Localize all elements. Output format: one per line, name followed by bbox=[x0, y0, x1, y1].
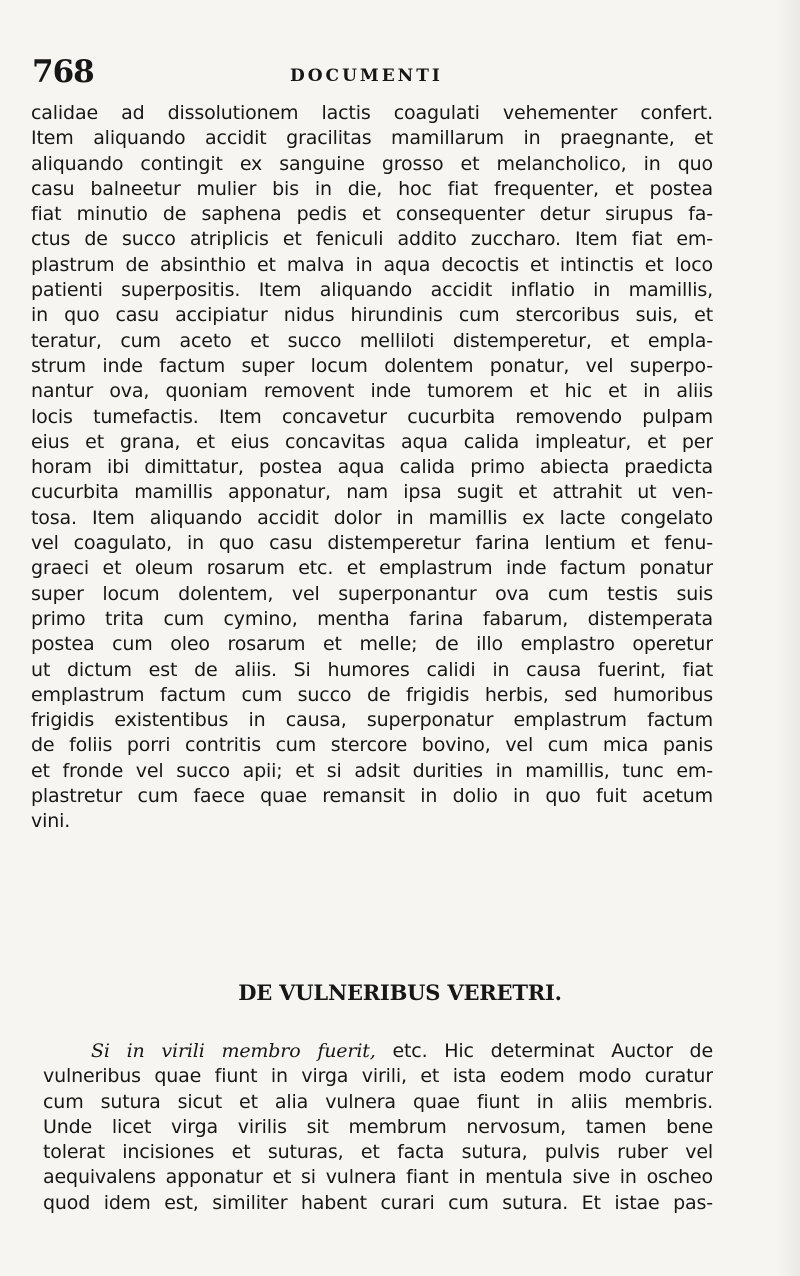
text-line: aequivalens apponatur et si vulnera fiant in mentula sive in oscheo bbox=[43, 1166, 713, 1189]
text-line: postea cum oleo rosarum et melle; de illo emplastro operetur bbox=[31, 633, 713, 656]
text-line: super locum dolentem, vel superponantur ova cum testis suis bbox=[31, 582, 713, 605]
text-line: calidae ad dissolutionem lactis coagulati vehementer confert. bbox=[31, 102, 713, 124]
text-line: cucurbita mamillis apponatur, nam ipsa sugit et attrahit ut ven- bbox=[31, 481, 713, 504]
second-paragraph bbox=[43, 1039, 713, 1216]
text-line: emplastrum factum cum succo de frigidis herbis, sed humoribus bbox=[31, 683, 713, 706]
text-line-rest: etc. Hic determinat Auctor de bbox=[375, 1040, 713, 1062]
text-line: graeci et oleum rosarum etc. et emplastrum inde factum ponatur bbox=[31, 557, 713, 580]
text-line: patienti superpositis. Item aliquando accidit inflatio in mamillis, bbox=[31, 279, 713, 302]
show-through-line bbox=[58, 1011, 748, 1033]
text-line: teratur, cum aceto et succo melliloti distemperetur, et empla- bbox=[31, 329, 713, 352]
text-line: Item aliquando accidit gracilitas mamillarum in praegnante, et bbox=[31, 127, 713, 150]
running-head bbox=[32, 52, 752, 92]
text-line: fiat minutio de saphena pedis et consequenter detur sirupus fa- bbox=[31, 203, 713, 226]
text-line: vel coagulato, in quo casu distemperetur farina lentium et fenu- bbox=[31, 532, 713, 555]
text-line: vulneribus quae fiunt in virga virili, et ista eodem modo curatur bbox=[43, 1065, 713, 1088]
text-line: Unde licet virga virilis sit membrum nervosum, tamen bene bbox=[43, 1115, 713, 1138]
text-line: vini. bbox=[31, 810, 71, 833]
text-line: ut dictum est de aliis. Si humores calidi in causa fuerint, fiat bbox=[31, 658, 713, 681]
text-line: primo trita cum cymino, mentha farina fabarum, distemperata bbox=[31, 607, 713, 630]
text-line: aliquando contingit ex sanguine grosso et melancholico, in quo bbox=[31, 152, 713, 175]
show-through-line bbox=[58, 930, 748, 952]
text-line: plastrum de absinthio et malva in aqua decoctis et intinctis et loco bbox=[31, 253, 713, 276]
text-line: tolerat incisiones et suturas, et facta sutura, pulvis ruber vel bbox=[43, 1141, 713, 1164]
page-number: 768 bbox=[32, 54, 94, 90]
text-line: et fronde vel succo apii; et si adsit durities in mamillis, tunc em- bbox=[31, 759, 713, 782]
text-line: ctus de succo atriplicis et feniculi addito zuccharo. Item fiat em- bbox=[31, 228, 713, 251]
running-title: DOCUMENTI bbox=[290, 66, 443, 86]
binding-shadow bbox=[776, 0, 800, 1276]
text-line: casu balneetur mulier bis in die, hoc fiat frequenter, et postea bbox=[31, 177, 713, 200]
lemma-italic: Si in virili membro fuerit, bbox=[91, 1040, 376, 1062]
text-line: quod idem est, similiter habent curari cum sutura. Et istae pas- bbox=[43, 1191, 713, 1214]
text-line: tosa. Item aliquando accidit dolor in mamillis ex lacte congelato bbox=[31, 506, 713, 529]
text-line bbox=[43, 1039, 713, 1064]
text-line: locis tumefactis. Item concavetur cucurbita removendo pulpam bbox=[31, 405, 713, 428]
text-line: frigidis existentibus in causa, superponatur emplastrum factum bbox=[31, 709, 713, 732]
text-line: de foliis porri contritis cum stercore bovino, vel cum mica panis bbox=[31, 734, 713, 757]
text-line: nantur ova, quoniam removent inde tumorem et hic et in aliis bbox=[31, 380, 713, 403]
text-line: eius et grana, et eius concavitas aqua calida impleatur, et per bbox=[31, 430, 713, 453]
text-line: strum inde factum super locum dolentem ponatur, vel superpo- bbox=[31, 354, 713, 377]
text-line: in quo casu accipiatur nidus hirundinis cum stercoribus suis, et bbox=[31, 304, 713, 327]
first-paragraph bbox=[31, 101, 713, 835]
show-through-line bbox=[58, 957, 748, 979]
section-heading: DE VULNERIBUS VERETRI. bbox=[238, 980, 562, 1005]
text-line: horam ibi dimittatur, postea aqua calida primo abiecta praedicta bbox=[31, 456, 713, 479]
text-line: cum sutura sicut et alia vulnera quae fiunt in aliis membris. bbox=[43, 1090, 713, 1113]
text-line: plastretur cum faece quae remansit in dolio in quo fuit acetum bbox=[31, 785, 713, 808]
